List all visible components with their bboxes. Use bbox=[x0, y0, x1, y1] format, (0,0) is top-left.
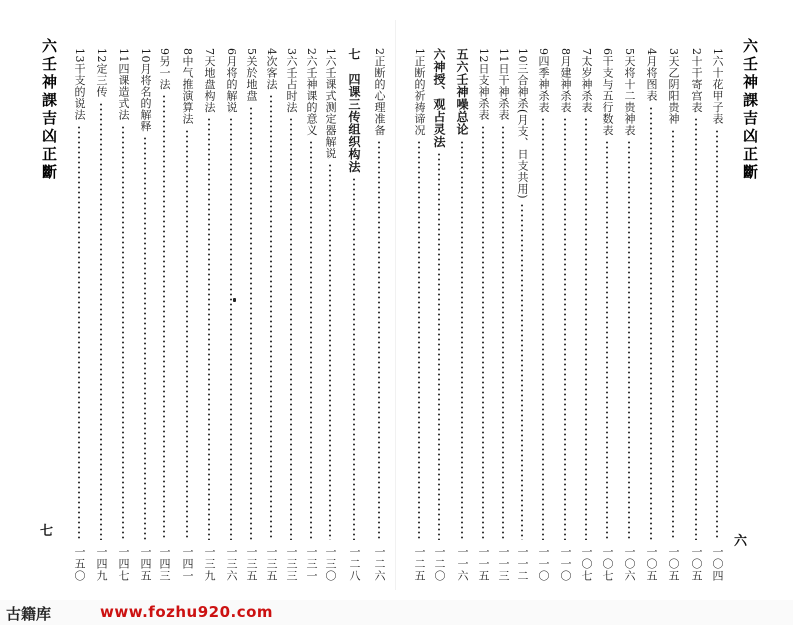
toc-entry-page: 一一〇 bbox=[537, 546, 550, 582]
dot-leader bbox=[186, 129, 188, 540]
toc-entry bbox=[180, 48, 194, 593]
dot-leader bbox=[144, 136, 146, 540]
dot-leader bbox=[695, 117, 697, 540]
dot-leader bbox=[208, 117, 210, 540]
watermark-footer bbox=[0, 600, 793, 625]
toc-entry bbox=[412, 48, 426, 593]
toc-entry bbox=[72, 48, 86, 593]
toc-entry-page: 一三五 bbox=[265, 546, 278, 582]
toc-entry bbox=[689, 48, 703, 593]
dot-leader bbox=[250, 106, 252, 540]
toc-entry-title: 8月建神杀表 bbox=[559, 48, 572, 113]
toc-entry-page: 一二八 bbox=[348, 546, 361, 582]
toc-entry-page: 一〇六 bbox=[623, 546, 636, 582]
toc-entry bbox=[94, 48, 108, 593]
dot-leader bbox=[270, 94, 272, 540]
toc-entry-page: 一五〇 bbox=[73, 546, 86, 582]
toc-entry-page: 一四三 bbox=[158, 546, 171, 582]
toc-entry bbox=[644, 48, 658, 593]
dot-leader bbox=[418, 140, 420, 540]
toc-entry-title: 五六壬神噪总论 bbox=[455, 48, 469, 136]
dot-leader bbox=[461, 140, 463, 540]
toc-entry bbox=[323, 48, 337, 593]
toc-entry-title: 13干支的说法 bbox=[73, 48, 86, 121]
toc-entry-title: 6干支与五行数表 bbox=[601, 48, 614, 136]
dot-leader bbox=[502, 125, 504, 540]
site-url[interactable]: www.fozhu920.com bbox=[100, 603, 274, 621]
toc-entry-title: 9另一法 bbox=[158, 48, 171, 90]
site-brand: 古籍库 bbox=[6, 605, 52, 623]
page-number: 七 bbox=[40, 524, 54, 539]
dot-leader bbox=[78, 125, 80, 540]
dot-leader bbox=[378, 140, 380, 540]
ink-speck bbox=[233, 298, 236, 302]
toc-entry-page: 一三一 bbox=[305, 546, 318, 582]
toc-entry-page: 一二〇 bbox=[433, 546, 446, 582]
toc-entry-title: 六神授、观占灵法 bbox=[432, 48, 446, 148]
toc-entry-page: 一一六 bbox=[456, 546, 469, 582]
toc-entry-page: 一一五 bbox=[477, 546, 490, 582]
toc-entry-title: 11日干神杀表 bbox=[497, 48, 510, 121]
toc-entry-title: 8中气推演算法 bbox=[181, 48, 194, 125]
toc-entry bbox=[579, 48, 593, 593]
toc-entry-page: 一三〇 bbox=[324, 546, 337, 582]
toc-entry-title: 6月将的解说 bbox=[225, 48, 238, 113]
toc-entry-page: 一二六 bbox=[373, 546, 386, 582]
toc-entry-title: 2正断的心理准备 bbox=[373, 48, 386, 136]
toc-entry-title: 2六壬神课的意义 bbox=[305, 48, 318, 136]
toc-entry-title: 10月将名的解释 bbox=[139, 48, 152, 132]
toc-entry-page: 一一〇 bbox=[559, 546, 572, 582]
toc-entry-title: 3天乙阴阳贵神 bbox=[667, 48, 680, 125]
toc-entry bbox=[224, 48, 238, 593]
toc-entry bbox=[347, 48, 361, 593]
toc-entry bbox=[284, 48, 298, 593]
toc-entry bbox=[558, 48, 572, 593]
page-number: 六 bbox=[734, 534, 748, 549]
toc-entry bbox=[372, 48, 386, 593]
toc-entry bbox=[202, 48, 216, 593]
toc-entry bbox=[157, 48, 171, 593]
toc-entry-page: 一〇七 bbox=[601, 546, 614, 582]
dot-leader bbox=[310, 140, 312, 540]
dot-leader bbox=[353, 177, 355, 540]
toc-entry-page: 一三六 bbox=[225, 546, 238, 582]
toc-entry bbox=[455, 48, 469, 593]
toc-entry-page: 一三九 bbox=[203, 546, 216, 582]
dot-leader bbox=[628, 140, 630, 540]
dot-leader bbox=[521, 203, 523, 540]
running-title: 六壬神課吉凶正斷 bbox=[40, 38, 58, 182]
toc-entry-title: 9四季神杀表 bbox=[537, 48, 550, 113]
right-page bbox=[396, 0, 793, 600]
toc-entry-title: 2十干寄宫表 bbox=[690, 48, 703, 113]
dot-leader bbox=[100, 102, 102, 540]
toc-entry bbox=[264, 48, 278, 593]
toc-entry-title: 3六壬占时法 bbox=[285, 48, 298, 113]
toc-entry bbox=[710, 48, 724, 593]
toc-entry-page: 一一三 bbox=[497, 546, 510, 582]
dot-leader bbox=[329, 163, 331, 540]
toc-entry-title: 7太岁神杀表 bbox=[580, 48, 593, 113]
toc-entry bbox=[432, 48, 446, 593]
toc-entry-page: 一三三 bbox=[285, 546, 298, 582]
toc-entry-page: 一四五 bbox=[139, 546, 152, 582]
toc-entry-page: 一三五 bbox=[245, 546, 258, 582]
dot-leader bbox=[438, 152, 440, 540]
toc-entry-title: 5关於地盘 bbox=[245, 48, 258, 102]
toc-entry bbox=[515, 48, 529, 593]
dot-leader bbox=[482, 125, 484, 540]
toc-entry-page: 一四一 bbox=[181, 546, 194, 582]
toc-entry-page: 一〇四 bbox=[711, 546, 724, 582]
toc-entry-page: 一〇七 bbox=[580, 546, 593, 582]
dot-leader bbox=[230, 117, 232, 540]
toc-entry-page: 一〇五 bbox=[667, 546, 680, 582]
toc-entry-title: 10三合神杀(月支、日支共用) bbox=[516, 48, 529, 200]
dot-leader bbox=[650, 106, 652, 540]
toc-entry-page: 一〇五 bbox=[690, 546, 703, 582]
toc-entry bbox=[116, 48, 130, 593]
toc-entry bbox=[138, 48, 152, 593]
toc-entry-title: 11四课造式法 bbox=[117, 48, 130, 121]
toc-entry-page: 一四七 bbox=[117, 546, 130, 582]
dot-leader bbox=[122, 125, 124, 540]
toc-entry bbox=[622, 48, 636, 593]
toc-entry-title: 7天地盘构法 bbox=[203, 48, 216, 113]
toc-entry bbox=[304, 48, 318, 593]
toc-entry-page: 一一二 bbox=[516, 546, 529, 582]
toc-entry-title: 七 四课三传组织构法 bbox=[347, 48, 361, 173]
dot-leader bbox=[290, 117, 292, 540]
toc-entry-title: 4次客法 bbox=[265, 48, 278, 90]
toc-entry-title: 12日支神杀表 bbox=[477, 48, 490, 121]
toc-entry bbox=[666, 48, 680, 593]
dot-leader bbox=[606, 140, 608, 540]
dot-leader bbox=[564, 117, 566, 540]
dot-leader bbox=[716, 129, 718, 540]
toc-entry bbox=[244, 48, 258, 593]
toc-entry-title: 12定三传 bbox=[95, 48, 108, 98]
toc-entry-page: 一二五 bbox=[413, 546, 426, 582]
toc-entry-page: 一四九 bbox=[95, 546, 108, 582]
toc-entry bbox=[536, 48, 550, 593]
dot-leader bbox=[672, 129, 674, 540]
dot-leader bbox=[585, 117, 587, 540]
toc-entry-title: 5天将十二贵神表 bbox=[623, 48, 636, 136]
toc-entry-title: 1六壬课式测定器解说 bbox=[324, 48, 337, 159]
toc-entry bbox=[476, 48, 490, 593]
toc-entry bbox=[496, 48, 510, 593]
running-title: 六壬神課吉凶正斷 bbox=[741, 38, 759, 182]
toc-entry bbox=[600, 48, 614, 593]
left-page bbox=[0, 0, 396, 600]
toc-entry-title: 1六十花甲子表 bbox=[711, 48, 724, 125]
toc-entry-page: 一〇五 bbox=[645, 546, 658, 582]
toc-entry-title: 1正断的祈祷谛况 bbox=[413, 48, 426, 136]
toc-entry-title: 4月将图表 bbox=[645, 48, 658, 102]
dot-leader bbox=[542, 117, 544, 540]
dot-leader bbox=[163, 94, 165, 540]
